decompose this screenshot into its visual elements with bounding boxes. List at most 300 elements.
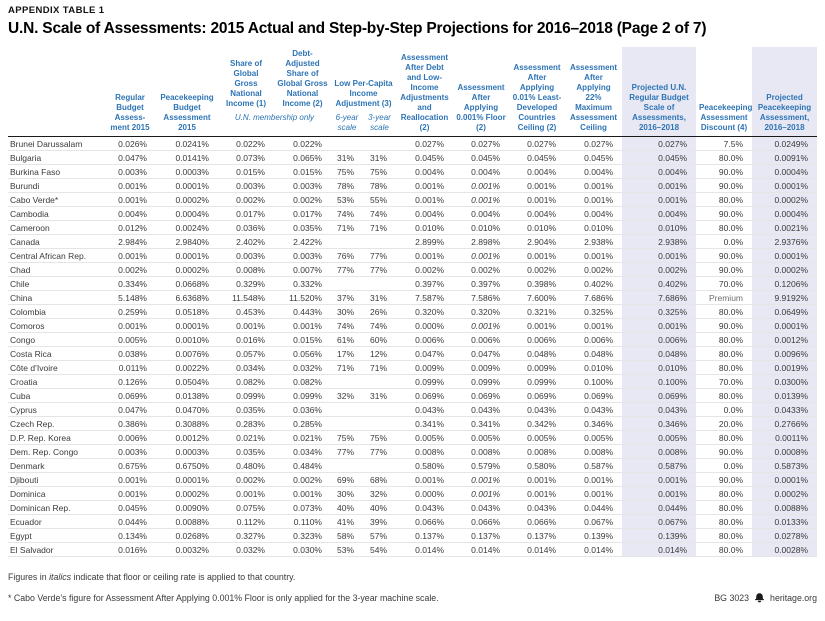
value-cell: 0.001% — [453, 319, 509, 333]
value-cell: 0.285% — [274, 417, 331, 431]
table-row — [8, 291, 817, 305]
table-row — [8, 347, 817, 361]
value-cell: 5.148% — [104, 291, 156, 305]
value-cell: 0.022% — [274, 137, 331, 151]
value-cell: 0.003% — [104, 165, 156, 179]
value-cell: 80.0% — [696, 543, 752, 557]
value-cell: 0.0002% — [752, 263, 817, 277]
value-cell: 0.010% — [565, 221, 622, 235]
country-cell: Ecuador — [8, 515, 104, 529]
value-cell: 0.099% — [453, 375, 509, 389]
value-cell: 71% — [331, 221, 363, 235]
value-cell: 0.001% — [565, 193, 622, 207]
value-cell: 0.0002% — [156, 193, 218, 207]
table-row — [8, 543, 817, 557]
value-cell: 0.001% — [509, 319, 565, 333]
country-cell: Egypt — [8, 529, 104, 543]
value-cell: 0.006% — [396, 333, 453, 347]
value-cell: 0.0138% — [156, 389, 218, 403]
value-cell: 0.027% — [453, 137, 509, 151]
value-cell: 0.010% — [453, 221, 509, 235]
value-cell: 0.0012% — [752, 333, 817, 347]
value-cell: 0.001% — [396, 473, 453, 487]
value-cell: 0.139% — [622, 529, 696, 543]
country-cell: Chad — [8, 263, 104, 277]
value-cell: 0.110% — [274, 515, 331, 529]
value-cell: 0.045% — [622, 151, 696, 165]
value-cell: 0.004% — [453, 207, 509, 221]
value-cell: 76% — [331, 249, 363, 263]
value-cell — [331, 375, 363, 389]
value-cell: 0.005% — [104, 333, 156, 347]
table-header — [8, 47, 817, 137]
value-cell: 11.520% — [274, 291, 331, 305]
value-cell: 0.001% — [622, 179, 696, 193]
value-cell: 0.032% — [274, 361, 331, 375]
value-cell: 0.048% — [565, 347, 622, 361]
value-cell: 0.073% — [218, 151, 274, 165]
value-cell: 0.1206% — [752, 277, 817, 291]
value-cell: 0.5873% — [752, 459, 817, 473]
value-cell: 0.0001% — [156, 319, 218, 333]
value-cell: 0.015% — [274, 333, 331, 347]
assessments-table — [8, 47, 817, 557]
value-cell: 0.0001% — [752, 319, 817, 333]
value-cell: 0.0% — [696, 403, 752, 417]
value-cell: 80.0% — [696, 193, 752, 207]
value-cell: 78% — [363, 179, 396, 193]
doc-id: BG 3023 — [714, 593, 750, 603]
value-cell: 2.904% — [509, 235, 565, 249]
value-cell: 0.047% — [396, 347, 453, 361]
value-cell: 0.044% — [565, 501, 622, 515]
value-cell: 60% — [363, 333, 396, 347]
value-cell: 0.001% — [453, 473, 509, 487]
country-cell: Cambodia — [8, 207, 104, 221]
value-cell: 0.0504% — [156, 375, 218, 389]
value-cell: 0.126% — [104, 375, 156, 389]
value-cell: 0.027% — [622, 137, 696, 151]
value-cell: 0.043% — [453, 501, 509, 515]
table-row — [8, 501, 817, 515]
value-cell: 0.0004% — [156, 207, 218, 221]
value-cell: 0.001% — [218, 319, 274, 333]
value-cell: 0.047% — [104, 151, 156, 165]
col-header-share-gni: Share of Global Gross National Income (1) — [225, 59, 266, 108]
value-cell: 0.134% — [104, 529, 156, 543]
value-cell: 0.0021% — [752, 221, 817, 235]
value-cell: 0.137% — [509, 529, 565, 543]
value-cell: 0.001% — [509, 193, 565, 207]
value-cell: 0.043% — [396, 501, 453, 515]
value-cell: 75% — [363, 165, 396, 179]
value-cell — [331, 459, 363, 473]
value-cell: 54% — [363, 543, 396, 557]
value-cell: 0.006% — [453, 333, 509, 347]
value-cell: 0.0002% — [752, 193, 817, 207]
footnote-italics-pre: Figures in — [8, 572, 50, 582]
value-cell: 77% — [331, 263, 363, 277]
value-cell: 0.0090% — [156, 501, 218, 515]
value-cell: 0.004% — [509, 207, 565, 221]
value-cell: 0.100% — [622, 375, 696, 389]
page-title: U.N. Scale of Assessments: 2015 Actual and Step-by-Step Projections for 2016–2018 (Page 2 of 7) — [8, 20, 707, 37]
value-cell — [363, 235, 396, 249]
value-cell: 2.422% — [274, 235, 331, 249]
value-cell: 80.0% — [696, 333, 752, 347]
value-cell: 0.001% — [509, 473, 565, 487]
value-cell: 75% — [331, 431, 363, 445]
value-cell: 0.069% — [453, 389, 509, 403]
value-cell — [331, 235, 363, 249]
value-cell: 0.011% — [104, 361, 156, 375]
country-cell: El Salvador — [8, 543, 104, 557]
value-cell: 0.0278% — [752, 529, 817, 543]
value-cell: 0.0096% — [752, 347, 817, 361]
value-cell: 0.045% — [509, 151, 565, 165]
table-row — [8, 305, 817, 319]
value-cell: 0.259% — [104, 305, 156, 319]
country-cell: Dem. Rep. Congo — [8, 445, 104, 459]
value-cell: 31% — [363, 151, 396, 165]
value-cell — [331, 277, 363, 291]
value-cell: 0.066% — [453, 515, 509, 529]
value-cell: 0.283% — [218, 417, 274, 431]
value-cell: 74% — [331, 319, 363, 333]
value-cell: 0.001% — [622, 249, 696, 263]
value-cell: 0.016% — [218, 333, 274, 347]
value-cell: 0.004% — [565, 165, 622, 179]
value-cell: 0.0012% — [156, 431, 218, 445]
value-cell: 90.0% — [696, 263, 752, 277]
col-header-peacekeeping-budget: Peacekeeping Budget Assessment 2015 — [156, 47, 218, 137]
value-cell: 0.014% — [565, 543, 622, 557]
value-cell: 0.001% — [509, 487, 565, 501]
value-cell: 0.386% — [104, 417, 156, 431]
value-cell: 0.341% — [453, 417, 509, 431]
subheader-three-year-scale: 3-year scale — [363, 112, 396, 137]
value-cell: 0.069% — [104, 389, 156, 403]
footnote-italics-word: italics — [49, 572, 72, 582]
value-cell: 0.0076% — [156, 347, 218, 361]
value-cell: 0.008% — [453, 445, 509, 459]
value-cell: 0.0024% — [156, 221, 218, 235]
value-cell: 0.0649% — [752, 305, 817, 319]
value-cell: 90.0% — [696, 179, 752, 193]
country-cell: Cabo Verde* — [8, 193, 104, 207]
table-row — [8, 403, 817, 417]
value-cell: 7.587% — [396, 291, 453, 305]
value-cell: 0.047% — [104, 403, 156, 417]
value-cell: 40% — [363, 501, 396, 515]
value-cell: 71% — [363, 361, 396, 375]
value-cell: 0.001% — [622, 473, 696, 487]
value-cell: 74% — [363, 319, 396, 333]
value-cell: 2.984% — [104, 235, 156, 249]
country-cell: Cameroon — [8, 221, 104, 235]
value-cell: 69% — [331, 473, 363, 487]
value-cell: 0.048% — [622, 347, 696, 361]
value-cell: 0.0001% — [752, 473, 817, 487]
value-cell: 0.007% — [274, 263, 331, 277]
value-cell: 0.397% — [396, 277, 453, 291]
value-cell: 0.329% — [218, 277, 274, 291]
value-cell: 0.043% — [509, 501, 565, 515]
value-cell: 0.325% — [622, 305, 696, 319]
value-cell: 75% — [363, 431, 396, 445]
value-cell: 0.0001% — [156, 249, 218, 263]
value-cell: 0.004% — [453, 165, 509, 179]
value-cell: 0.022% — [218, 137, 274, 151]
value-cell — [363, 375, 396, 389]
value-cell: 0.112% — [218, 515, 274, 529]
value-cell: 7.5% — [696, 137, 752, 151]
value-cell: 2.9376% — [752, 235, 817, 249]
value-cell: 0.0003% — [156, 165, 218, 179]
value-cell: 90.0% — [696, 249, 752, 263]
value-cell: 0.332% — [274, 277, 331, 291]
value-cell: 0.675% — [104, 459, 156, 473]
country-cell: Burundi — [8, 179, 104, 193]
country-cell: Dominican Rep. — [8, 501, 104, 515]
country-cell: Djibouti — [8, 473, 104, 487]
value-cell: 0.579% — [453, 459, 509, 473]
value-cell: 0.6750% — [156, 459, 218, 473]
value-cell — [331, 417, 363, 431]
col-header-pk-discount: Peacekeeping Assessment Discount (4) — [696, 47, 752, 137]
value-cell: 40% — [331, 501, 363, 515]
value-cell: 0.001% — [274, 487, 331, 501]
value-cell: 0.021% — [274, 431, 331, 445]
value-cell: 20.0% — [696, 417, 752, 431]
value-cell: 0.002% — [509, 263, 565, 277]
value-cell: 80.0% — [696, 487, 752, 501]
value-cell: 0.082% — [274, 375, 331, 389]
table-row — [8, 389, 817, 403]
value-cell: 0.001% — [396, 179, 453, 193]
value-cell: 0.038% — [104, 347, 156, 361]
value-cell: 0.073% — [274, 501, 331, 515]
value-cell: 0.341% — [396, 417, 453, 431]
table-row — [8, 333, 817, 347]
value-cell: 0.008% — [509, 445, 565, 459]
value-cell: 31% — [363, 389, 396, 403]
value-cell: 39% — [363, 515, 396, 529]
appendix-label: APPENDIX TABLE 1 — [8, 5, 105, 16]
value-cell: 0.006% — [565, 333, 622, 347]
value-cell: 0.137% — [396, 529, 453, 543]
country-cell: Chile — [8, 277, 104, 291]
value-cell: 0.001% — [453, 487, 509, 501]
value-cell: 0.0001% — [752, 249, 817, 263]
value-cell: 0.0088% — [752, 501, 817, 515]
value-cell: 0.004% — [509, 165, 565, 179]
value-cell: 0.043% — [396, 403, 453, 417]
value-cell: 12% — [363, 347, 396, 361]
value-cell: 0.001% — [453, 249, 509, 263]
value-cell: 0.342% — [509, 417, 565, 431]
country-cell: China — [8, 291, 104, 305]
value-cell: 0.587% — [565, 459, 622, 473]
table-row — [8, 249, 817, 263]
value-cell: 71% — [331, 361, 363, 375]
value-cell — [331, 403, 363, 417]
value-cell: 0.005% — [565, 431, 622, 445]
col-header-after-debt-low-income: Assessment After Debt and Low-Income Adjustments and Reallocation (2) — [396, 47, 453, 137]
table-row — [8, 473, 817, 487]
value-cell: 0.580% — [509, 459, 565, 473]
value-cell: 0.0133% — [752, 515, 817, 529]
value-cell: 0.008% — [396, 445, 453, 459]
value-cell: 0.017% — [218, 207, 274, 221]
value-cell: 0.034% — [274, 445, 331, 459]
value-cell: 0.0141% — [156, 151, 218, 165]
value-cell: 0.0002% — [752, 487, 817, 501]
value-cell: 0.067% — [622, 515, 696, 529]
value-cell: 0.035% — [274, 221, 331, 235]
value-cell: 0.043% — [565, 403, 622, 417]
value-cell: 0.036% — [274, 403, 331, 417]
value-cell: 0.0001% — [156, 179, 218, 193]
value-cell: 0.010% — [565, 361, 622, 375]
value-cell: 0.047% — [453, 347, 509, 361]
value-cell: 80.0% — [696, 361, 752, 375]
country-cell: Croatia — [8, 375, 104, 389]
value-cell — [363, 417, 396, 431]
col-header-after-max-ceiling: Assessment After Applying 22% Maximum Assessment Ceiling — [565, 47, 622, 137]
value-cell: 0.0088% — [156, 515, 218, 529]
value-cell: 0.0518% — [156, 305, 218, 319]
value-cell: 0.001% — [396, 193, 453, 207]
value-cell: 0.010% — [622, 361, 696, 375]
value-cell: 0.002% — [622, 263, 696, 277]
value-cell: 0.0008% — [752, 445, 817, 459]
value-cell: 0.002% — [104, 263, 156, 277]
value-cell: 0.002% — [274, 473, 331, 487]
value-cell: 55% — [363, 193, 396, 207]
value-cell: 0.001% — [104, 319, 156, 333]
value-cell: 0.005% — [396, 431, 453, 445]
col-header-country — [8, 47, 104, 137]
value-cell — [363, 137, 396, 151]
value-cell: 0.001% — [509, 179, 565, 193]
country-cell: Burkina Faso — [8, 165, 104, 179]
value-cell: 0.001% — [453, 179, 509, 193]
country-cell: Central African Rep. — [8, 249, 104, 263]
value-cell: 0.009% — [453, 361, 509, 375]
footer-right — [714, 593, 817, 603]
value-cell: 0.005% — [509, 431, 565, 445]
country-cell: Bulgaria — [8, 151, 104, 165]
value-cell: 0.346% — [565, 417, 622, 431]
value-cell: Premium — [696, 291, 752, 305]
value-cell: 0.006% — [509, 333, 565, 347]
value-cell: 0.0268% — [156, 529, 218, 543]
value-cell: 0.006% — [104, 431, 156, 445]
value-cell: 0.453% — [218, 305, 274, 319]
value-cell: 0.010% — [396, 221, 453, 235]
value-cell: 0.082% — [218, 375, 274, 389]
value-cell: 80.0% — [696, 431, 752, 445]
value-cell: 0.0004% — [752, 207, 817, 221]
value-cell: 0.069% — [509, 389, 565, 403]
table-row — [8, 319, 817, 333]
value-cell: 0.002% — [218, 473, 274, 487]
value-cell: 0.065% — [274, 151, 331, 165]
table-row — [8, 193, 817, 207]
table-row — [8, 221, 817, 235]
country-cell: Cuba — [8, 389, 104, 403]
value-cell: 80.0% — [696, 221, 752, 235]
col-header-after-ldc-ceiling: Assessment After Applying 0.01% Least-Developed Countries Ceiling (2) — [509, 47, 565, 137]
value-cell: 0.044% — [622, 501, 696, 515]
value-cell: 0.3088% — [156, 417, 218, 431]
value-cell: 0.100% — [565, 375, 622, 389]
country-cell: Comoros — [8, 319, 104, 333]
footnotes — [8, 572, 817, 603]
value-cell: 80.0% — [696, 347, 752, 361]
table-row — [8, 445, 817, 459]
value-cell: 0.027% — [565, 137, 622, 151]
value-cell: 0.035% — [218, 403, 274, 417]
value-cell: 7.686% — [565, 291, 622, 305]
table-row — [8, 431, 817, 445]
value-cell: 0.0022% — [156, 361, 218, 375]
col-header-after-floor: Assessment After Applying 0.001% Floor (2) — [453, 47, 509, 137]
value-cell: 90.0% — [696, 207, 752, 221]
site-link[interactable]: heritage.org — [770, 593, 817, 603]
value-cell: 0.320% — [453, 305, 509, 319]
value-cell: 0.099% — [396, 375, 453, 389]
table-row — [8, 417, 817, 431]
value-cell: 0.005% — [453, 431, 509, 445]
value-cell: 0.004% — [622, 207, 696, 221]
country-cell: Canada — [8, 235, 104, 249]
value-cell: 26% — [363, 305, 396, 319]
value-cell: 80.0% — [696, 515, 752, 529]
value-cell: 0.001% — [565, 319, 622, 333]
value-cell: 0.026% — [104, 137, 156, 151]
value-cell: 0.001% — [622, 193, 696, 207]
table-row — [8, 235, 817, 249]
value-cell: 0.0002% — [156, 487, 218, 501]
value-cell: 0.443% — [274, 305, 331, 319]
value-cell: 0.008% — [218, 263, 274, 277]
value-cell: 0.075% — [218, 501, 274, 515]
value-cell: 0.003% — [274, 249, 331, 263]
country-cell: Czech Rep. — [8, 417, 104, 431]
value-cell: 61% — [331, 333, 363, 347]
footnote-italics — [8, 572, 817, 582]
value-cell: 0.015% — [218, 165, 274, 179]
value-cell: 0.099% — [218, 389, 274, 403]
value-cell: 0.021% — [218, 431, 274, 445]
footnote-cabo-verde: * Cabo Verde’s figure for Assessment After Applying 0.001% Floor is only applied for the 3-year machine scale. — [8, 593, 439, 603]
country-cell: Brunei Darussalam — [8, 137, 104, 151]
value-cell: 90.0% — [696, 319, 752, 333]
value-cell: 0.0001% — [156, 473, 218, 487]
value-cell: 0.045% — [396, 151, 453, 165]
value-cell: 32% — [363, 487, 396, 501]
value-cell: 6.6368% — [156, 291, 218, 305]
value-cell: 0.346% — [622, 417, 696, 431]
country-cell: Dominica — [8, 487, 104, 501]
value-cell: 0.001% — [565, 473, 622, 487]
value-cell: 77% — [331, 445, 363, 459]
value-cell — [363, 459, 396, 473]
value-cell: 0.0019% — [752, 361, 817, 375]
table-row — [8, 263, 817, 277]
